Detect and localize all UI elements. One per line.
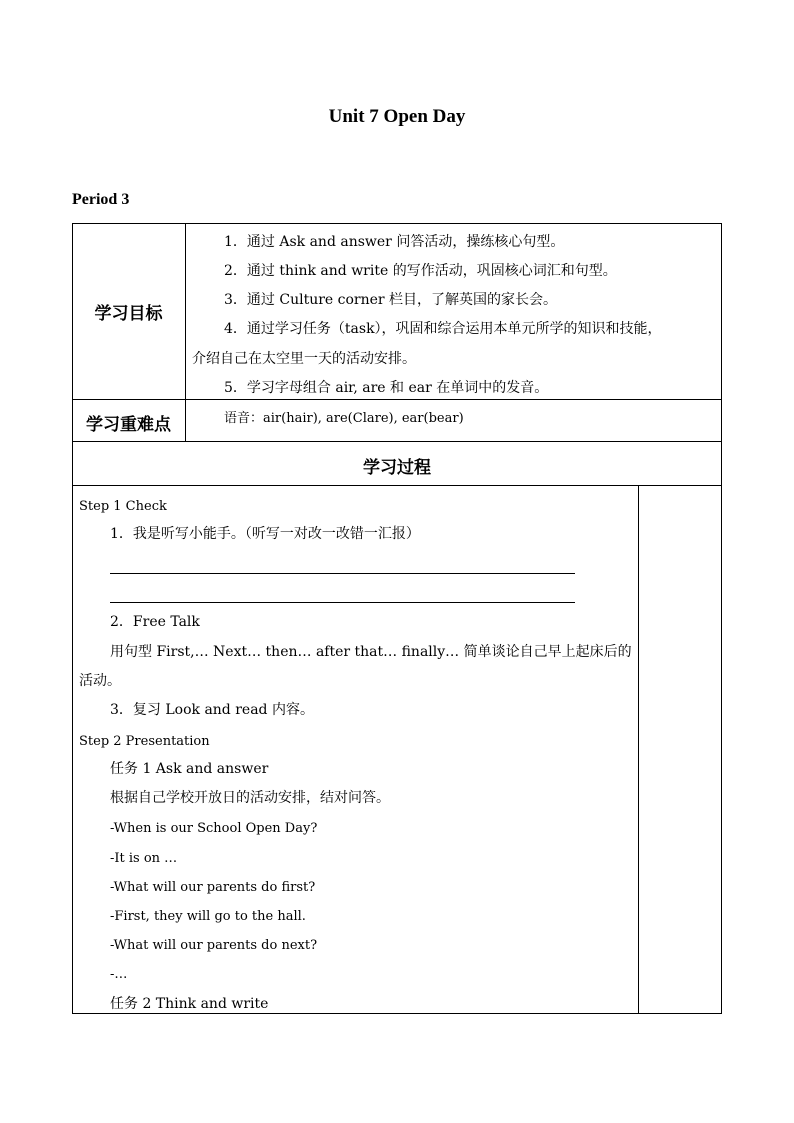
objective-item: 1．通过 Ask and answer 问答活动，操练核心句型。 — [224, 234, 565, 250]
step-heading: Step 2 Presentation — [79, 734, 210, 749]
process-label: 学习过程 — [363, 458, 431, 478]
answer-line — [110, 573, 575, 574]
free-talk-text: 用句型 First,… Next… then… after that… finally… 简单谈论自己早上起床后的 — [110, 644, 632, 660]
check-item-dictation: 1．我是听写小能手。（听写一对改一改错一汇报） — [110, 526, 420, 542]
column-divider — [185, 223, 186, 441]
objective-item: 2．通过 think and write 的写作活动，巩固核心词汇和句型。 — [224, 263, 617, 279]
keypoints-label: 学习重难点 — [86, 415, 171, 435]
free-talk-text: 活动。 — [79, 673, 121, 689]
objective-item: 3．通过 Culture corner 栏目，了解英国的家长会。 — [224, 292, 558, 308]
dialog-line: -It is on … — [110, 851, 178, 866]
keypoints-text: 语音：air(hair), are(Clare), ear(bear) — [224, 411, 464, 426]
document-title: Unit 7 Open Day — [328, 106, 466, 127]
task-description: 根据自己学校开放日的活动安排，结对问答。 — [110, 790, 390, 806]
objective-item: 4．通过学习任务（task），巩固和综合运用本单元所学的知识和技能， — [224, 321, 662, 337]
objectives-label: 学习目标 — [94, 304, 163, 324]
dialog-line: -First, they will go to the hall. — [110, 909, 306, 924]
check-item-review: 3．复习 Look and read 内容。 — [110, 702, 314, 718]
check-item-free-talk: 2．Free Talk — [110, 614, 200, 630]
period-label: Period 3 — [72, 191, 130, 208]
row-divider — [72, 399, 722, 400]
row-divider — [72, 441, 722, 442]
step-heading: Step 1 Check — [79, 499, 167, 514]
objective-item: 5．学习字母组合 air, are 和 ear 在单词中的发音。 — [224, 380, 549, 396]
column-divider — [638, 485, 639, 1014]
task-heading: 任务 2 Think and write — [110, 996, 269, 1012]
dialog-line: -When is our School Open Day? — [110, 821, 318, 836]
dialog-line: -What will our parents do first? — [110, 880, 316, 895]
row-divider — [72, 485, 722, 486]
dialog-line: -What will our parents do next? — [110, 938, 318, 953]
objective-item: 介绍自己在太空里一天的活动安排。 — [192, 351, 416, 367]
dialog-line: -… — [110, 967, 128, 982]
task-heading: 任务 1 Ask and answer — [110, 761, 269, 777]
answer-line — [110, 602, 575, 603]
